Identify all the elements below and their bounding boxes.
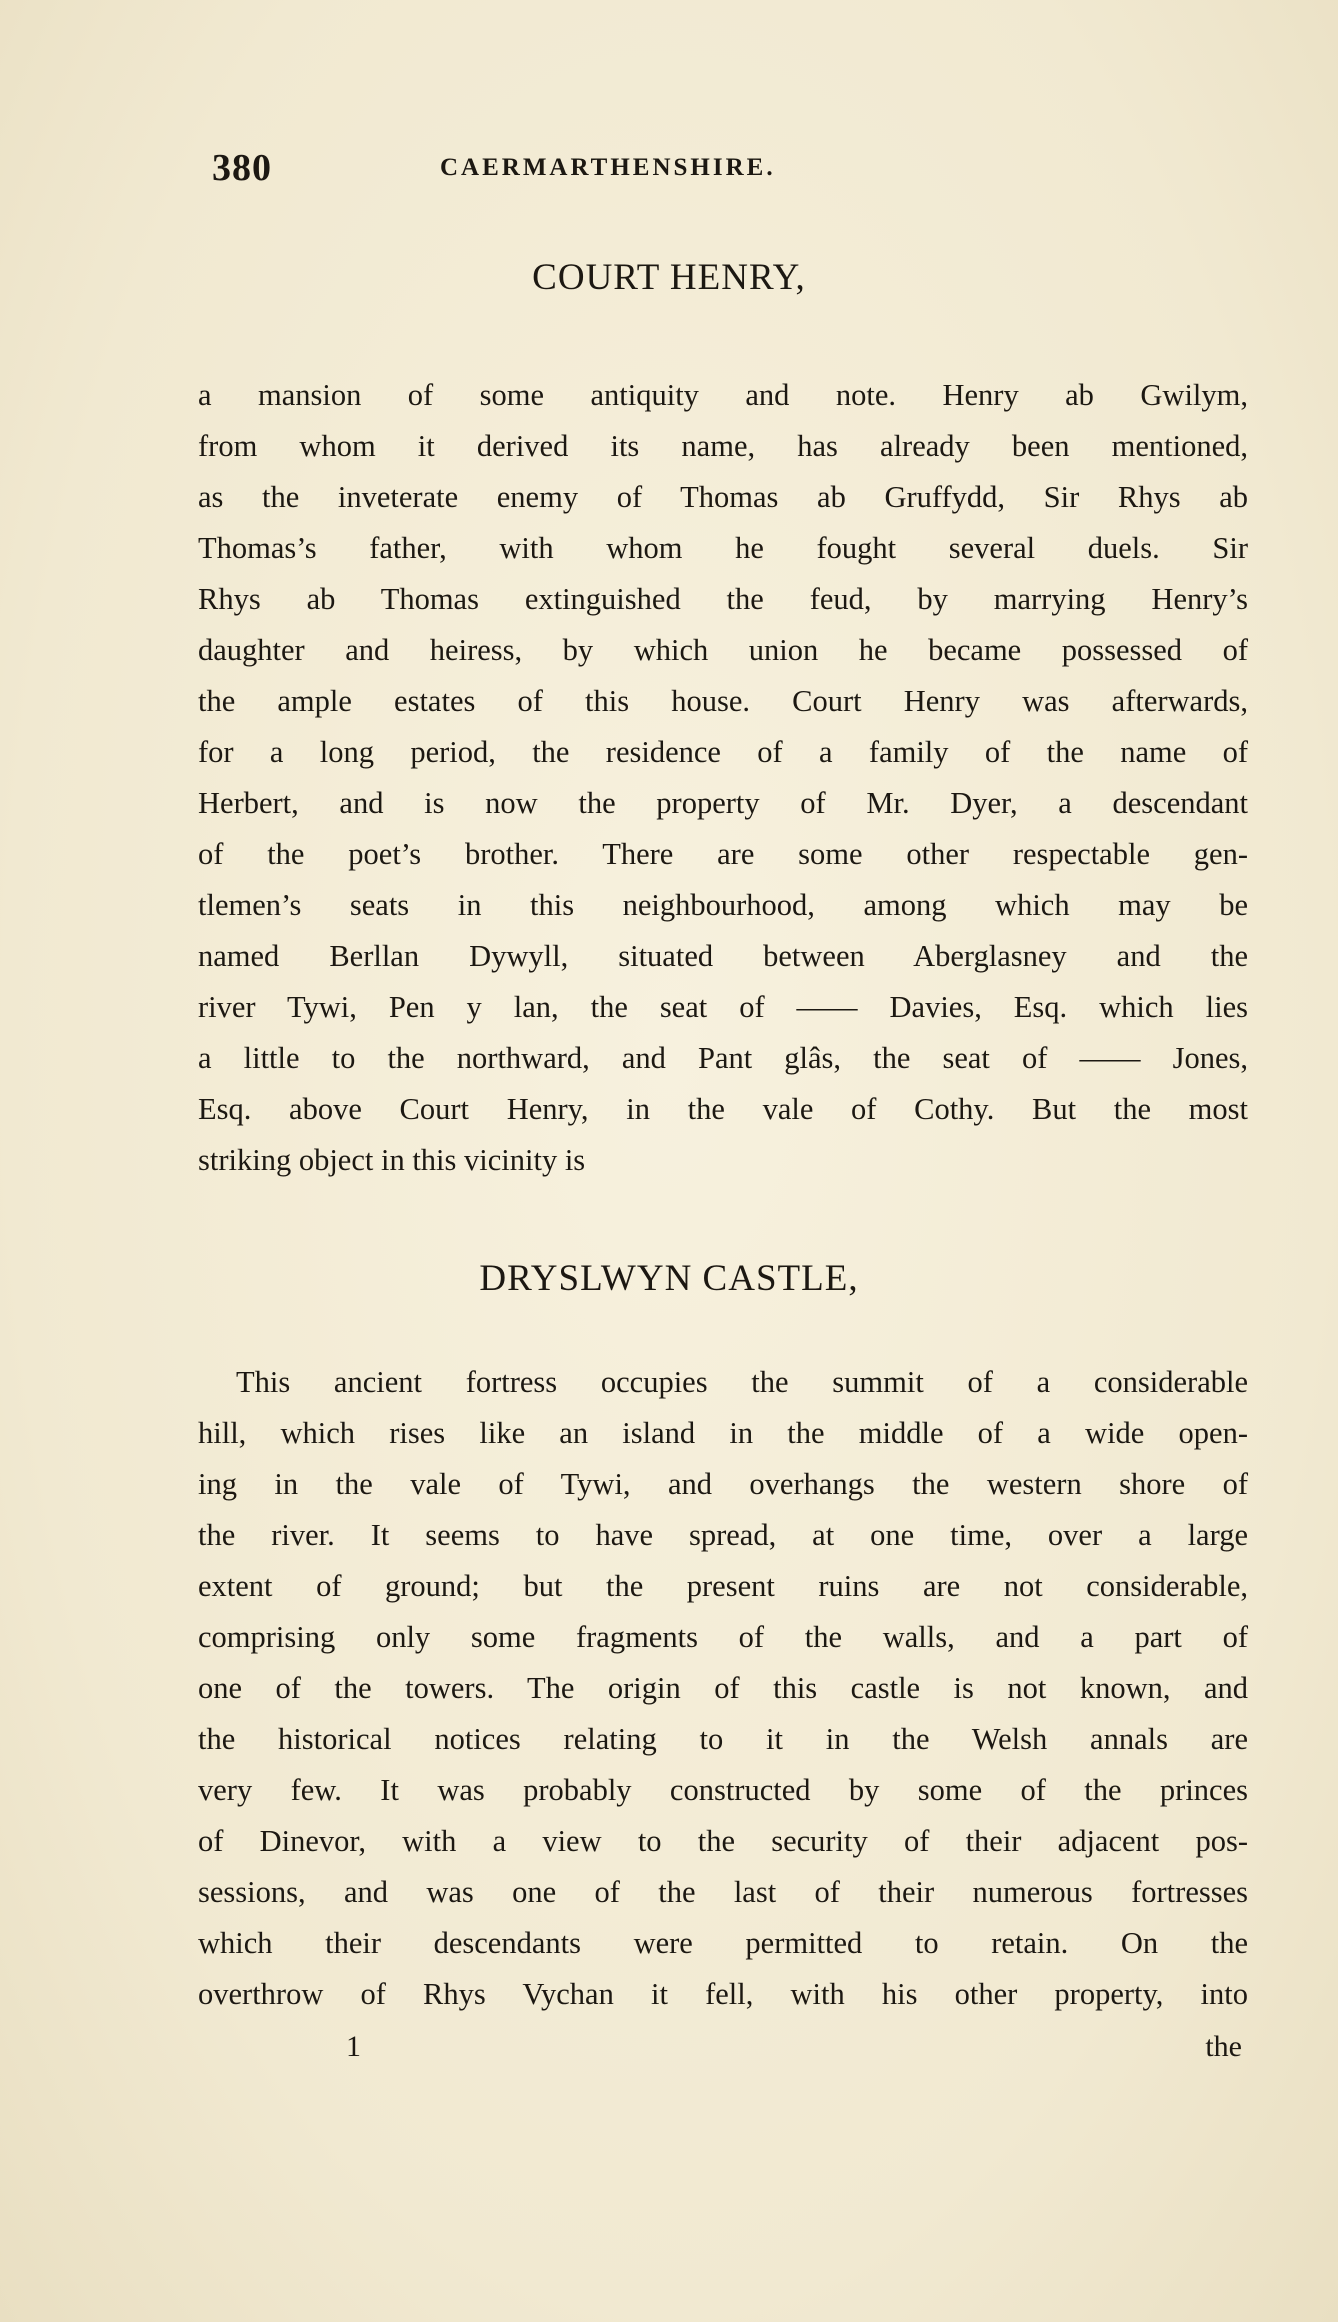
text-line: Rhys ab Thomas extinguished the feud, by marrying Henry’s (198, 582, 1248, 616)
text-line: the historical notices relating to it in the Welsh annals are (198, 1722, 1248, 1756)
text-line: which their descendants were permitted to retain. On the (198, 1926, 1248, 1960)
signature-mark: 1 (346, 2030, 361, 2063)
text-line: extent of ground; but the present ruins are not considerable, (198, 1569, 1248, 1603)
text-line: a mansion of some antiquity and note. Henry ab Gwilym, (198, 378, 1248, 412)
catchword: the (1205, 2030, 1242, 2063)
page-number: 380 (212, 147, 272, 189)
section-title-dryslwyn-castle: DRYSLWYN CASTLE, (479, 1258, 859, 1299)
page-header (212, 146, 972, 190)
paragraph-dryslwyn-castle (198, 1357, 1248, 2020)
text-line: Herbert, and is now the property of Mr. Dyer, a descendant (198, 786, 1248, 820)
text-line: ing in the vale of Tywi, and overhangs the western shore of (198, 1467, 1248, 1501)
text-line: tlemen’s seats in this neighbourhood, among which may be (198, 888, 1248, 922)
text-line: striking object in this vicinity is (198, 1143, 586, 1177)
text-line: the river. It seems to have spread, at one time, over a large (198, 1518, 1248, 1552)
text-line: a little to the northward, and Pant glâs, the seat of —— Jones, (198, 1041, 1248, 1075)
paragraph-court-henry (198, 370, 1248, 1186)
text-line: river Tywi, Pen y lan, the seat of —— Davies, Esq. which lies (198, 990, 1248, 1024)
running-head: CAERMARTHENSHIRE. (440, 154, 776, 181)
text-line: very few. It was probably constructed by some of the princes (198, 1773, 1248, 1807)
text-line: Thomas’s father, with whom he fought several duels. Sir (198, 531, 1248, 565)
text-line: hill, which rises like an island in the middle of a wide open- (198, 1416, 1248, 1450)
text-line: Esq. above Court Henry, in the vale of Cothy. But the most (198, 1092, 1248, 1126)
text-line: comprising only some fragments of the walls, and a part of (198, 1620, 1248, 1654)
text-line: sessions, and was one of the last of their numerous fortresses (198, 1875, 1248, 1909)
text-line: from whom it derived its name, has already been mentioned, (198, 429, 1248, 463)
text-line: of the poet’s brother. There are some other respectable gen- (198, 837, 1248, 871)
text-line: of Dinevor, with a view to the security of their adjacent pos- (198, 1824, 1248, 1858)
text-line: one of the towers. The origin of this castle is not known, and (198, 1671, 1248, 1705)
text-line: for a long period, the residence of a family of the name of (198, 735, 1248, 769)
text-line: This ancient fortress occupies the summit of a considerable (236, 1365, 1248, 1399)
text-line: named Berllan Dywyll, situated between Aberglasney and the (198, 939, 1248, 973)
page-footer (198, 2030, 1248, 2074)
section-title-court-henry: COURT HENRY, (532, 257, 806, 298)
text-line: the ample estates of this house. Court Henry was afterwards, (198, 684, 1248, 718)
text-line: as the inveterate enemy of Thomas ab Gruffydd, Sir Rhys ab (198, 480, 1248, 514)
text-line: overthrow of Rhys Vychan it fell, with his other property, into (198, 1977, 1248, 2011)
text-line: daughter and heiress, by which union he became possessed of (198, 633, 1248, 667)
